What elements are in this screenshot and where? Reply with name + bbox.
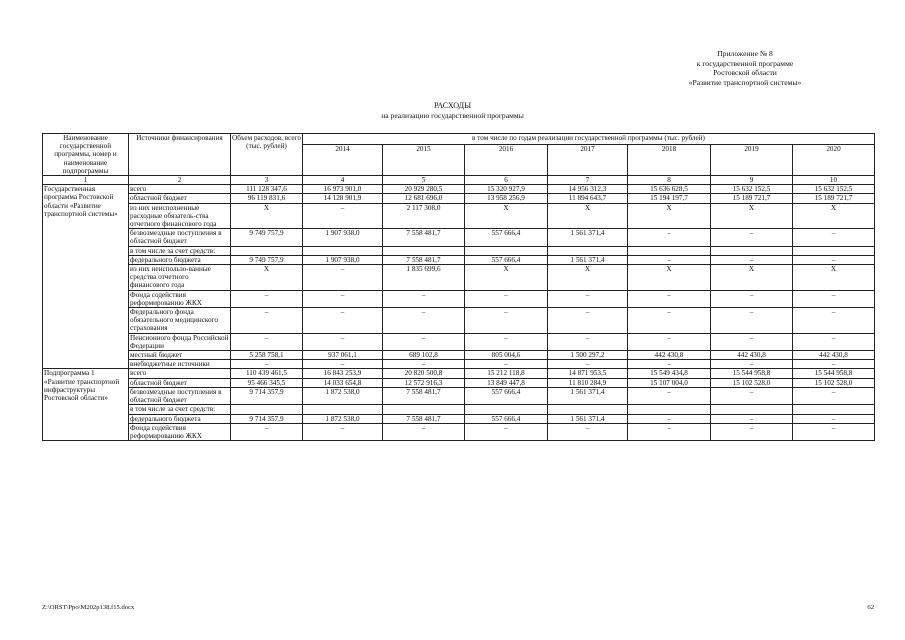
header-year: 2014 (303, 145, 383, 176)
index-cell: 3 (231, 176, 303, 185)
value-cell: 1 907 938,0 (303, 229, 383, 246)
value-cell: 442 430,8 (793, 351, 875, 360)
value-cell: – (628, 290, 711, 307)
value-cell: – (303, 203, 383, 229)
funding-source: в том числе за счет средств: (129, 246, 231, 255)
index-cell: 4 (303, 176, 383, 185)
value-cell: 15 320 927,9 (465, 185, 548, 194)
value-cell: 13 849 447,8 (465, 378, 548, 387)
value-cell: – (231, 290, 303, 307)
value-cell: 689 102,8 (383, 351, 465, 360)
value-cell (465, 405, 548, 414)
value-cell: 15 632 152,5 (793, 185, 875, 194)
value-cell: 442 430,8 (711, 351, 793, 360)
table-row (43, 333, 875, 350)
value-cell: – (383, 308, 465, 334)
header-year: 2018 (628, 145, 711, 176)
value-cell: 16 973 901,0 (303, 185, 383, 194)
value-cell (711, 246, 793, 255)
value-cell: – (793, 423, 875, 440)
funding-source: из них неисполненные расходные обязатель-ства отчетного финансового года (129, 203, 231, 229)
value-cell: – (303, 423, 383, 440)
table-row (43, 369, 875, 378)
value-cell: 7 558 481,7 (383, 229, 465, 246)
value-cell: 15 212 118,8 (465, 369, 548, 378)
page-title: РАСХОДЫ (433, 101, 472, 110)
page-number: 62 (867, 604, 874, 611)
program-name: Государственная программа Ростовской области «Развитие транспортной системы» (43, 185, 129, 369)
index-row (43, 176, 875, 185)
value-cell: – (303, 308, 383, 334)
value-cell: – (303, 360, 383, 369)
value-cell: 15 632 152,5 (711, 185, 793, 194)
value-cell: 15 544 958,8 (793, 369, 875, 378)
value-cell: 7 558 481,7 (383, 387, 465, 404)
value-cell: – (231, 333, 303, 350)
value-cell: – (628, 387, 711, 404)
value-cell: – (711, 423, 793, 440)
value-cell: 16 843 253,9 (303, 369, 383, 378)
table-row (43, 265, 875, 291)
value-cell: – (383, 290, 465, 307)
value-cell: 14 871 953,5 (548, 369, 628, 378)
index-cell: 8 (628, 176, 711, 185)
value-cell: – (548, 333, 628, 350)
value-cell: 805 004,6 (465, 351, 548, 360)
header-name: Наименование государственной программы, номер и наименование подпрограммы (43, 134, 129, 176)
funding-source: местный бюджет (129, 351, 231, 360)
expenses-table (42, 133, 875, 441)
value-cell: X (548, 203, 628, 229)
funding-source: Фонда содействия реформированию ЖКХ (129, 290, 231, 307)
value-cell: 111 128 347,6 (231, 185, 303, 194)
value-cell: – (231, 360, 303, 369)
value-cell: – (628, 229, 711, 246)
table-row (43, 308, 875, 334)
funding-source: безвозмездные поступления в областной бюджет (129, 387, 231, 404)
value-cell (231, 405, 303, 414)
value-cell: – (548, 290, 628, 307)
funding-source: Федерального фонда обязательного медицинского страхования (129, 308, 231, 334)
value-cell: – (628, 414, 711, 423)
value-cell: 12 572 916,3 (383, 378, 465, 387)
header-row (43, 134, 875, 145)
value-cell: – (303, 290, 383, 307)
annex-line: к государственной программе (696, 58, 794, 68)
value-cell: – (231, 308, 303, 334)
value-cell: – (711, 333, 793, 350)
value-cell: – (711, 360, 793, 369)
value-cell: 557 666,4 (465, 255, 548, 264)
value-cell: 9 714 357,9 (231, 414, 303, 423)
table-row (43, 185, 875, 194)
value-cell: – (303, 265, 383, 291)
page-subtitle: на реализацию государственной программы (381, 111, 524, 120)
value-cell: 1 561 371,4 (548, 387, 628, 404)
value-cell: – (628, 360, 711, 369)
value-cell: X (465, 203, 548, 229)
value-cell: – (383, 423, 465, 440)
value-cell (793, 246, 875, 255)
index-cell: 5 (383, 176, 465, 185)
annex-line: Приложение № 8 (717, 49, 773, 58)
value-cell: 557 666,4 (465, 387, 548, 404)
value-cell: 96 119 831,6 (231, 194, 303, 203)
value-cell: – (548, 308, 628, 334)
index-cell: 10 (793, 176, 875, 185)
value-cell: 14 128 901,9 (303, 194, 383, 203)
value-cell: 1 561 371,4 (548, 229, 628, 246)
value-cell: – (231, 423, 303, 440)
value-cell: X (628, 265, 711, 291)
value-cell: 9 714 357,9 (231, 387, 303, 404)
value-cell: – (793, 387, 875, 404)
value-cell (303, 405, 383, 414)
value-cell: 15 549 434,8 (628, 369, 711, 378)
value-cell: 15 189 721,7 (793, 194, 875, 203)
table-row (43, 405, 875, 414)
value-cell: 1 872 538,0 (303, 387, 383, 404)
value-cell: – (548, 360, 628, 369)
annex-line: Ростовской области (713, 68, 777, 78)
value-cell: – (383, 333, 465, 350)
value-cell: – (465, 290, 548, 307)
table-row (43, 378, 875, 387)
value-cell: – (711, 308, 793, 334)
value-cell: 11 810 284,9 (548, 378, 628, 387)
value-cell (548, 246, 628, 255)
value-cell: 442 430,8 (628, 351, 711, 360)
value-cell: 1 872 538,0 (303, 414, 383, 423)
value-cell: – (548, 423, 628, 440)
header-total: Объем расходов, всего (тыс. рублей) (231, 134, 303, 176)
value-cell: – (793, 255, 875, 264)
table-body (43, 176, 875, 441)
value-cell: 110 439 461,5 (231, 369, 303, 378)
table-row (43, 246, 875, 255)
header-source: Источники финансирования (129, 134, 231, 176)
table-row (43, 255, 875, 264)
value-cell: X (231, 203, 303, 229)
value-cell: – (465, 360, 548, 369)
value-cell: – (793, 290, 875, 307)
funding-source: всего (129, 185, 231, 194)
value-cell (628, 246, 711, 255)
value-cell: 1 835 699,6 (383, 265, 465, 291)
table-row (43, 414, 875, 423)
value-cell (303, 246, 383, 255)
annex-line: «Развитие транспортной системы» (688, 77, 802, 87)
value-cell: – (793, 414, 875, 423)
funding-source: федерального бюджета (129, 255, 231, 264)
table-row (43, 203, 875, 229)
value-cell: X (465, 265, 548, 291)
value-cell (231, 246, 303, 255)
value-cell: 20 929 280,5 (383, 185, 465, 194)
value-cell (793, 405, 875, 414)
header-year: 2017 (548, 145, 628, 176)
value-cell: 15 107 004,0 (628, 378, 711, 387)
value-cell: 9 749 757,9 (231, 229, 303, 246)
table-row (43, 351, 875, 360)
value-cell (628, 405, 711, 414)
value-cell: 14 956 312,3 (548, 185, 628, 194)
value-cell: 15 544 958,8 (711, 369, 793, 378)
value-cell: X (231, 265, 303, 291)
value-cell: 14 033 654,8 (303, 378, 383, 387)
value-cell: X (793, 203, 875, 229)
value-cell: – (711, 229, 793, 246)
value-cell: 15 189 721,7 (711, 194, 793, 203)
funding-source: всего (129, 369, 231, 378)
value-cell: – (628, 423, 711, 440)
table-row (43, 290, 875, 307)
value-cell: 15 102 528,0 (793, 378, 875, 387)
header-year: 2020 (793, 145, 875, 176)
funding-source: безвозмездные поступления в областной бюджет (129, 229, 231, 246)
value-cell: 7 558 481,7 (383, 414, 465, 423)
value-cell: 12 681 696,0 (383, 194, 465, 203)
funding-source: федерального бюджета (129, 414, 231, 423)
value-cell: 20 820 500,8 (383, 369, 465, 378)
table-row (43, 360, 875, 369)
value-cell (548, 405, 628, 414)
value-cell: 2 117 308,0 (383, 203, 465, 229)
value-cell (383, 405, 465, 414)
value-cell: 1 561 371,4 (548, 255, 628, 264)
value-cell: – (711, 290, 793, 307)
value-cell: 1 907 938,0 (303, 255, 383, 264)
value-cell: X (711, 265, 793, 291)
program-name: Подпрограмма 1 «Развитие транспортной инфраструктуры Ростовской области» (43, 369, 129, 441)
value-cell: 7 558 481,7 (383, 255, 465, 264)
funding-source: областной бюджет (129, 194, 231, 203)
table-row (43, 387, 875, 404)
value-cell: 15 194 197,7 (628, 194, 711, 203)
index-cell: 1 (43, 176, 129, 185)
value-cell: 15 102 528,0 (711, 378, 793, 387)
value-cell: 15 636 628,5 (628, 185, 711, 194)
table-row (43, 423, 875, 440)
value-cell: 1 561 371,4 (548, 414, 628, 423)
value-cell: – (793, 360, 875, 369)
funding-source: из них неиспользо-ванные средства отчетного финансового года (129, 265, 231, 291)
value-cell: – (711, 414, 793, 423)
table-row (43, 229, 875, 246)
value-cell: X (711, 203, 793, 229)
index-cell: 6 (465, 176, 548, 185)
value-cell (383, 246, 465, 255)
index-cell: 9 (711, 176, 793, 185)
funding-source: областной бюджет (129, 378, 231, 387)
value-cell: 557 666,4 (465, 229, 548, 246)
value-cell (711, 405, 793, 414)
value-cell: – (465, 333, 548, 350)
header-year: 2016 (465, 145, 548, 176)
header-by-years: в том числе по годам реализации государственной программы (тыс. рублей) (303, 134, 875, 145)
value-cell (465, 246, 548, 255)
funding-source: внебюджетные источники (129, 360, 231, 369)
value-cell: – (628, 333, 711, 350)
value-cell: 11 894 643,7 (548, 194, 628, 203)
value-cell: – (793, 333, 875, 350)
value-cell: 95 466 345,5 (231, 378, 303, 387)
value-cell: 557 666,4 (465, 414, 548, 423)
header-year: 2019 (711, 145, 793, 176)
value-cell: – (628, 308, 711, 334)
value-cell: 5 258 758,1 (231, 351, 303, 360)
value-cell: – (465, 308, 548, 334)
value-cell: 9 749 757,9 (231, 255, 303, 264)
table-row (43, 194, 875, 203)
value-cell: X (793, 265, 875, 291)
value-cell: X (628, 203, 711, 229)
annex-block (640, 49, 850, 87)
value-cell: – (465, 423, 548, 440)
funding-source: Пенсионного фонда Российской Федерации (129, 333, 231, 350)
footer-file-path: Z:\ORST\Ppo\M202p138.f15.docx (42, 604, 135, 611)
index-cell: 7 (548, 176, 628, 185)
value-cell: 13 958 256,9 (465, 194, 548, 203)
value-cell: – (303, 333, 383, 350)
value-cell: – (383, 360, 465, 369)
value-cell: 937 061,1 (303, 351, 383, 360)
header-year: 2015 (383, 145, 465, 176)
value-cell: – (628, 255, 711, 264)
value-cell: – (711, 387, 793, 404)
value-cell: – (793, 229, 875, 246)
index-cell: 2 (129, 176, 231, 185)
value-cell: 1 500 297,2 (548, 351, 628, 360)
funding-source: Фонда содействия реформированию ЖКХ (129, 423, 231, 440)
value-cell: X (548, 265, 628, 291)
funding-source: в том числе за счет средств: (129, 405, 231, 414)
value-cell: – (793, 308, 875, 334)
value-cell: – (711, 255, 793, 264)
